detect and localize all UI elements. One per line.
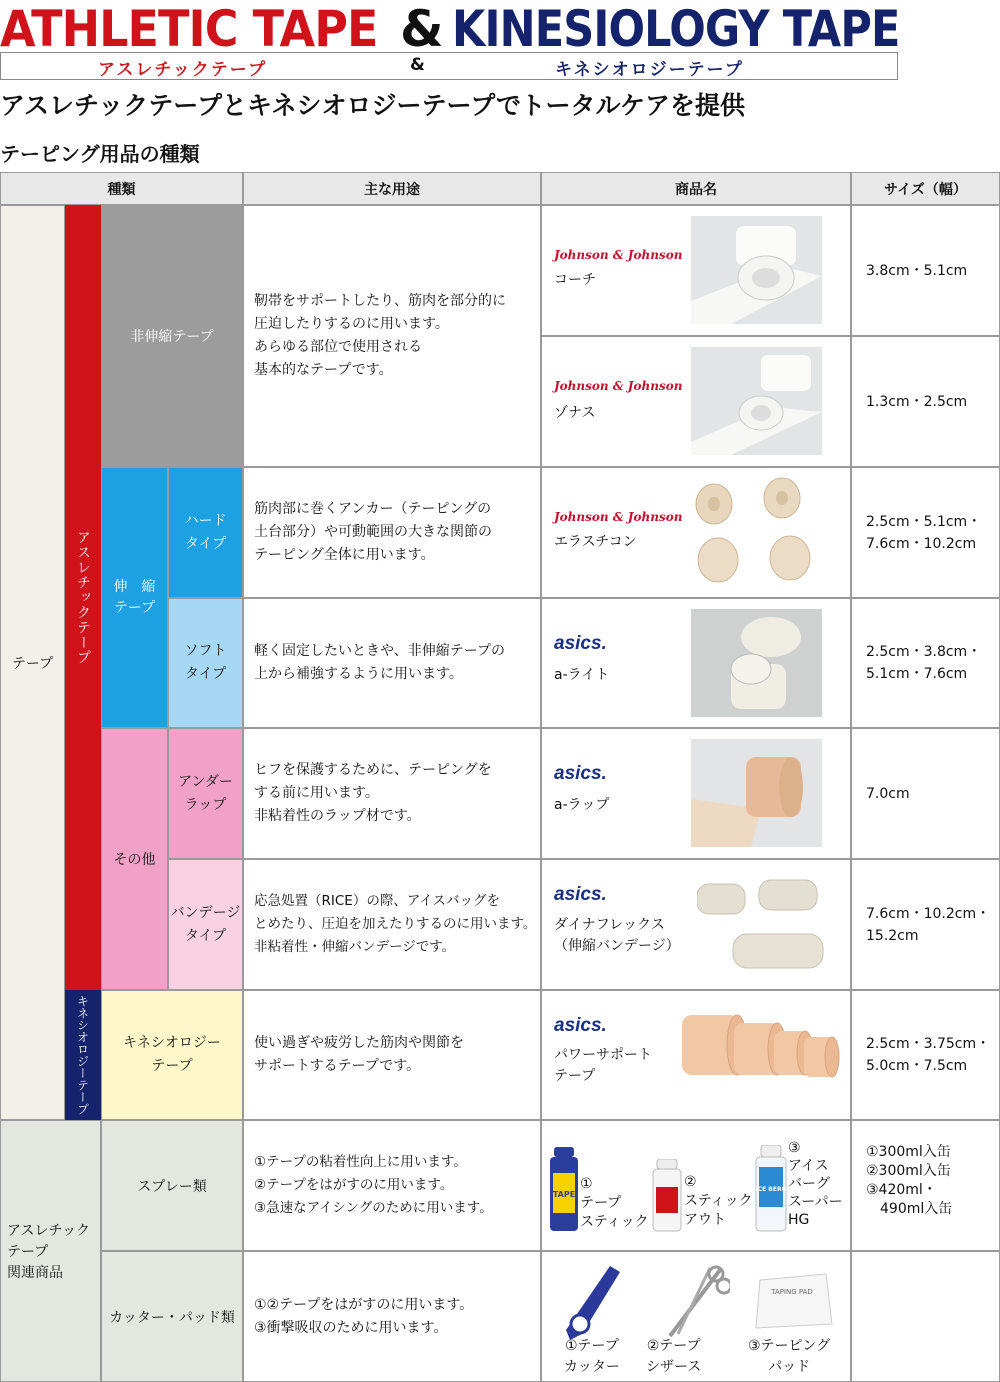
size-spray (851, 1120, 1000, 1251)
spray-can-stick-out (652, 1159, 682, 1233)
spray-label-iceberg: ICE BERG (755, 1186, 787, 1193)
use-cutter (243, 1251, 541, 1382)
use-cutter-text: ①②テープをはがすのに用います。 ③衝撃吸収のために用います。 (254, 1296, 474, 1336)
category-cutter-label: カッター・パッド類 (109, 1309, 235, 1326)
size-powersupport-text: 2.5cm・3.75cm・ 5.0cm・7.5cm (866, 1036, 991, 1074)
column-header-product: 商品名 (541, 172, 851, 205)
product-alite-name: a-ライト (554, 667, 610, 683)
category-hard (168, 467, 243, 598)
category-kinesio-label: キネシオロジー テープ (123, 1035, 221, 1074)
title-athletic-tape: ATHLETIC TAPE (0, 0, 378, 58)
use-soft (243, 598, 541, 728)
cutter1-label: ①テープ カッター (564, 1338, 620, 1375)
size-alite-text: 2.5cm・3.8cm・ 5.1cm・7.6cm (866, 644, 982, 682)
jj-logo: Johnson & Johnson (554, 248, 683, 262)
category-other (101, 728, 168, 990)
category-soft (168, 598, 243, 728)
spray-can-iceberg (754, 1145, 788, 1233)
use-non-stretch-text: 靭帯をサポートしたり、筋肉を部分的に 圧迫したりするのに用います。 あらゆる部位で使用される 基本的なテープです。 (254, 293, 506, 378)
use-underwrap (243, 728, 541, 859)
use-spray (243, 1120, 541, 1251)
product-powersupport-name: パワーサポート テープ (554, 1047, 652, 1084)
category-tape (0, 205, 65, 1120)
category-hard-label: ハード タイプ (184, 512, 227, 552)
product-elasticon-name: エラスチコン (554, 534, 637, 550)
category-non-stretch-label: 非伸縮テープ (130, 329, 214, 345)
size-cutter (851, 1251, 1000, 1382)
category-stretch (101, 467, 168, 728)
asics-logo: asics. (554, 633, 607, 654)
asics-logo: asics. (554, 884, 607, 905)
size-elasticon-text: 2.5cm・5.1cm・ 7.6cm・10.2cm (866, 513, 982, 552)
category-athletic (65, 205, 101, 990)
category-other-label: その他 (113, 852, 156, 868)
tape-roll-image (691, 216, 822, 324)
category-tape-label: テープ (11, 655, 54, 672)
size-coach-text: 3.8cm・5.1cm (866, 262, 968, 279)
product-alite (541, 598, 851, 728)
tape-roll-image (691, 609, 822, 717)
category-spray-label: スプレー類 (137, 1178, 207, 1195)
use-hard-text: 筋肉部に巻くアンカー（テーピングの 土台部分）や可動範囲の大きな関節の テーピング全体に用います。 (254, 501, 492, 563)
subtitle-kinesiology: キネシオロジーテープ (555, 60, 744, 80)
subtitle-ampersand: & (410, 55, 427, 75)
cutter3-label: ③テーピング パッド (748, 1338, 831, 1375)
tape-scissors-image (660, 1264, 730, 1344)
asics-logo: asics. (554, 763, 607, 784)
size-zonas (851, 336, 1000, 467)
product-awrap-name: a-ラップ (554, 797, 610, 813)
size-awrap-text: 7.0cm (866, 785, 910, 802)
section-title: テーピング用品の種類 (0, 142, 200, 166)
category-stretch-label: 伸 縮 テープ (113, 578, 156, 616)
category-cutter (101, 1251, 243, 1382)
product-zonas (541, 336, 851, 467)
size-elasticon (851, 467, 1000, 598)
category-bandage (168, 859, 243, 990)
category-kinesio-vertical-label: キネシオロジーテープ (75, 995, 90, 1115)
tape-roll-image (691, 347, 822, 455)
tape-cutter-image (562, 1264, 622, 1344)
asics-logo: asics. (554, 1015, 607, 1036)
column-header-type: 種類 (0, 172, 243, 205)
product-coach (541, 205, 851, 336)
product-elasticon (541, 467, 851, 598)
category-bandage-label: バンデージ タイプ (170, 904, 241, 944)
jj-logo: Johnson & Johnson (554, 510, 683, 524)
spray-label-tape: TAPE (552, 1190, 576, 1199)
tape-roll-image (691, 739, 822, 847)
category-kinesio-vertical (65, 990, 101, 1120)
category-athletic-label: アスレチックテープ (75, 530, 91, 665)
use-soft-text: 軽く固定したいときや、非伸縮テープの 上から補強するように用います。 (254, 643, 506, 682)
category-spray (101, 1120, 243, 1251)
product-powersupport-photo (682, 1013, 842, 1093)
cutter2-label: ②テープ シザース (646, 1338, 702, 1375)
use-underwrap-text: ヒフを保護するために、テーピングを する前に用います。 非粘着性のラップ材です。 (254, 762, 492, 824)
size-coach (851, 205, 1000, 336)
column-header-use: 主な用途 (243, 172, 541, 205)
size-dynaflex-text: 7.6cm・10.2cm・ 15.2cm (866, 905, 991, 944)
column-header-size: サイズ（幅） (851, 172, 1000, 205)
product-coach-photo (691, 216, 822, 324)
use-bandage-text: 応急処置（RICE）の際、アイスバッグを とめたり、圧迫を加えたりするのに用います。 非粘着性・伸縮バンデージです。 (254, 893, 537, 955)
use-kinesio (243, 990, 541, 1120)
product-coach-name: コーチ (554, 272, 596, 288)
product-dynaflex (541, 859, 851, 990)
use-non-stretch (243, 205, 541, 467)
product-dynaflex-name: ダイナフレックス （伸縮バンデージ） (554, 917, 680, 954)
spray3-label: ③ アイス バーグ スーパー HG (788, 1140, 843, 1228)
product-awrap (541, 728, 851, 859)
size-alite (851, 598, 1000, 728)
category-soft-label: ソフト タイプ (184, 643, 227, 682)
product-powersupport (541, 990, 851, 1120)
product-cutters (541, 1251, 851, 1382)
size-zonas-text: 1.3cm・2.5cm (866, 393, 968, 410)
size-awrap (851, 728, 1000, 859)
size-spray-text: ①300ml入缶 ②300ml入缶 ③420ml・ 490ml入缶 (866, 1144, 953, 1217)
size-dynaflex (851, 859, 1000, 990)
product-zonas-name: ゾナス (554, 405, 596, 421)
product-zonas-photo (691, 347, 822, 455)
use-kinesio-text: 使い過ぎや疲労した筋肉や関節を サポートするテープです。 (254, 1035, 464, 1074)
pad-label: TAPING PAD (771, 1288, 813, 1296)
category-related-label: アスレチック テープ 関連商品 (7, 1223, 91, 1281)
category-underwrap-label: アンダー ラップ (178, 773, 233, 813)
product-alite-photo (691, 609, 822, 717)
use-bandage (243, 859, 541, 990)
title-ampersand: & (400, 0, 444, 58)
headline: アスレチックテープとキネシオロジーテープでトータルケアを提供 (0, 91, 746, 120)
product-sprays (541, 1120, 851, 1251)
size-powersupport (851, 990, 1000, 1120)
title-kinesiology-tape: KINESIOLOGY TAPE (452, 0, 900, 58)
category-underwrap (168, 728, 243, 859)
spray-can-tape-stick (548, 1147, 580, 1233)
spray1-label: ① テープ スティック (580, 1176, 649, 1230)
subtitle-athletic: アスレチックテープ (98, 60, 267, 80)
use-spray-text: ①テープの粘着性向上に用います。 ②テープをはがすのに用います。 ③急速なアイシングのために用います。 (254, 1154, 493, 1216)
product-elasticon-photo (692, 476, 822, 591)
category-kinesio (101, 990, 243, 1120)
category-related (0, 1120, 101, 1382)
jj-logo: Johnson & Johnson (554, 379, 683, 393)
category-non-stretch (101, 205, 243, 467)
product-dynaflex-photo (697, 874, 832, 984)
taping-pad-image (752, 1270, 834, 1332)
product-awrap-photo (691, 739, 822, 847)
use-hard (243, 467, 541, 598)
spray2-label: ② スティック アウト (684, 1174, 753, 1228)
